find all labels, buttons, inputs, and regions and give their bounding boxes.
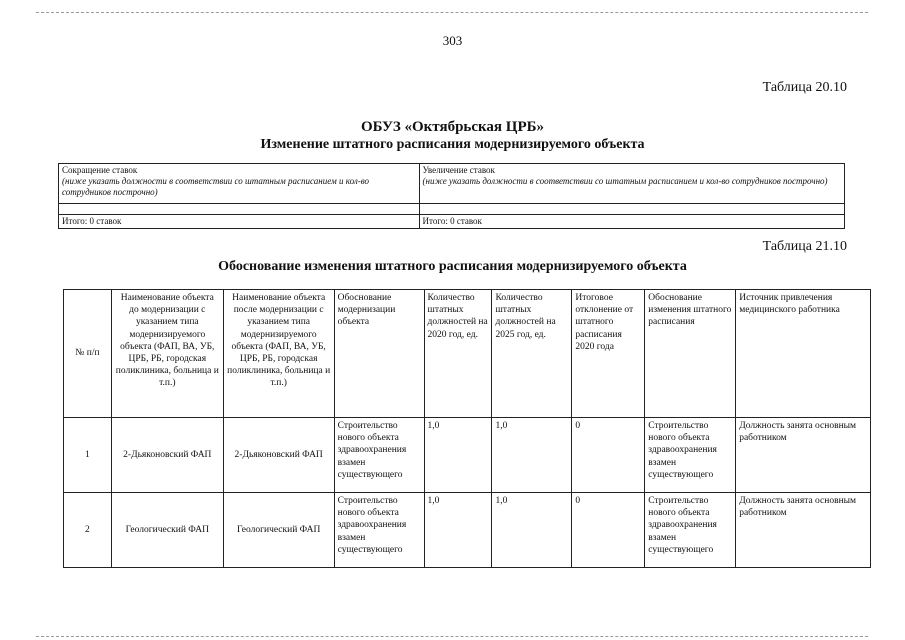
table-title: Изменение штатного расписания модернизируемого объекта — [260, 137, 645, 152]
top-scan-border — [36, 12, 868, 13]
reduction-header-cell — [59, 164, 420, 204]
reduction-total: Итого: 0 ставок — [59, 215, 420, 229]
change-reason: Строительство нового объекта здравоохранения взамен существующего — [645, 493, 736, 568]
row-number: 1 — [64, 418, 112, 493]
header-cell: Количество штатных должностей на 2020 год, ед. — [424, 290, 492, 418]
reduction-note: (ниже указать должности в соответствии со штатным расписанием и кол-во сотрудников построчно) — [62, 176, 370, 197]
modernization-reason: Строительство нового объекта здравоохранения взамен существующего — [334, 418, 424, 493]
bottom-scan-border — [36, 636, 868, 637]
header-cell: Количество штатных должностей на 2025 год, ед. — [492, 290, 572, 418]
object-after: 2-Дьяконовский ФАП — [223, 418, 334, 493]
header-cell: Обоснование модернизации объекта — [334, 290, 424, 418]
positions-2025: 1,0 — [492, 418, 572, 493]
row-number: 2 — [64, 493, 112, 568]
header-cell: Наименование объекта после модернизации с указанием типа модернизируемого объекта (ФАП, ВА, УБ, ЦРБ, РБ, городская поликлиника, больница и т.п.) — [223, 290, 334, 418]
deviation: 0 — [572, 493, 645, 568]
empty-cell — [419, 204, 844, 215]
table-label: Таблица 21.10 — [762, 239, 847, 254]
staff-change-table — [58, 163, 845, 229]
object-before: Геологический ФАП — [111, 493, 223, 568]
empty-cell — [59, 204, 420, 215]
change-reason: Строительство нового объекта здравоохранения взамен существующего — [645, 418, 736, 493]
table-title: Обоснование изменения штатного расписания модернизируемого объекта — [218, 259, 687, 274]
increase-header: Увеличение ставок — [422, 165, 495, 175]
header-cell: № п/п — [64, 290, 112, 418]
header-cell: Источник привлечения медицинского работника — [736, 290, 871, 418]
staff-source: Должность занята основным работником — [736, 493, 871, 568]
modernization-reason: Строительство нового объекта здравоохранения взамен существующего — [334, 493, 424, 568]
increase-note: (ниже указать должности в соответствии со штатным расписанием и кол-во сотрудников построчно) — [422, 176, 828, 186]
table-row — [64, 493, 871, 568]
organization-title: ОБУЗ «Октябрьская ЦРБ» — [360, 119, 545, 135]
positions-2020: 1,0 — [424, 493, 492, 568]
reduction-header: Сокращение ставок — [62, 165, 138, 175]
increase-total: Итого: 0 ставок — [419, 215, 844, 229]
table-row — [64, 418, 871, 493]
table-label: Таблица 20.10 — [762, 80, 847, 95]
object-after: Геологический ФАП — [223, 493, 334, 568]
staff-source: Должность занята основным работником — [736, 418, 871, 493]
object-before: 2-Дьяконовский ФАП — [111, 418, 223, 493]
deviation: 0 — [572, 418, 645, 493]
increase-header-cell — [419, 164, 844, 204]
positions-2020: 1,0 — [424, 418, 492, 493]
justification-table — [63, 289, 871, 568]
header-cell: Наименование объекта до модернизации с указанием типа модернизируемого объекта (ФАП, ВА, УБ, ЦРБ, РБ, городская поликлиника, больница и т.п.) — [111, 290, 223, 418]
header-cell: Обоснование изменения штатного расписания — [645, 290, 736, 418]
header-cell: Итоговое отклонение от штатного расписания 2020 года — [572, 290, 645, 418]
positions-2025: 1,0 — [492, 493, 572, 568]
page-number: 303 — [442, 33, 463, 48]
